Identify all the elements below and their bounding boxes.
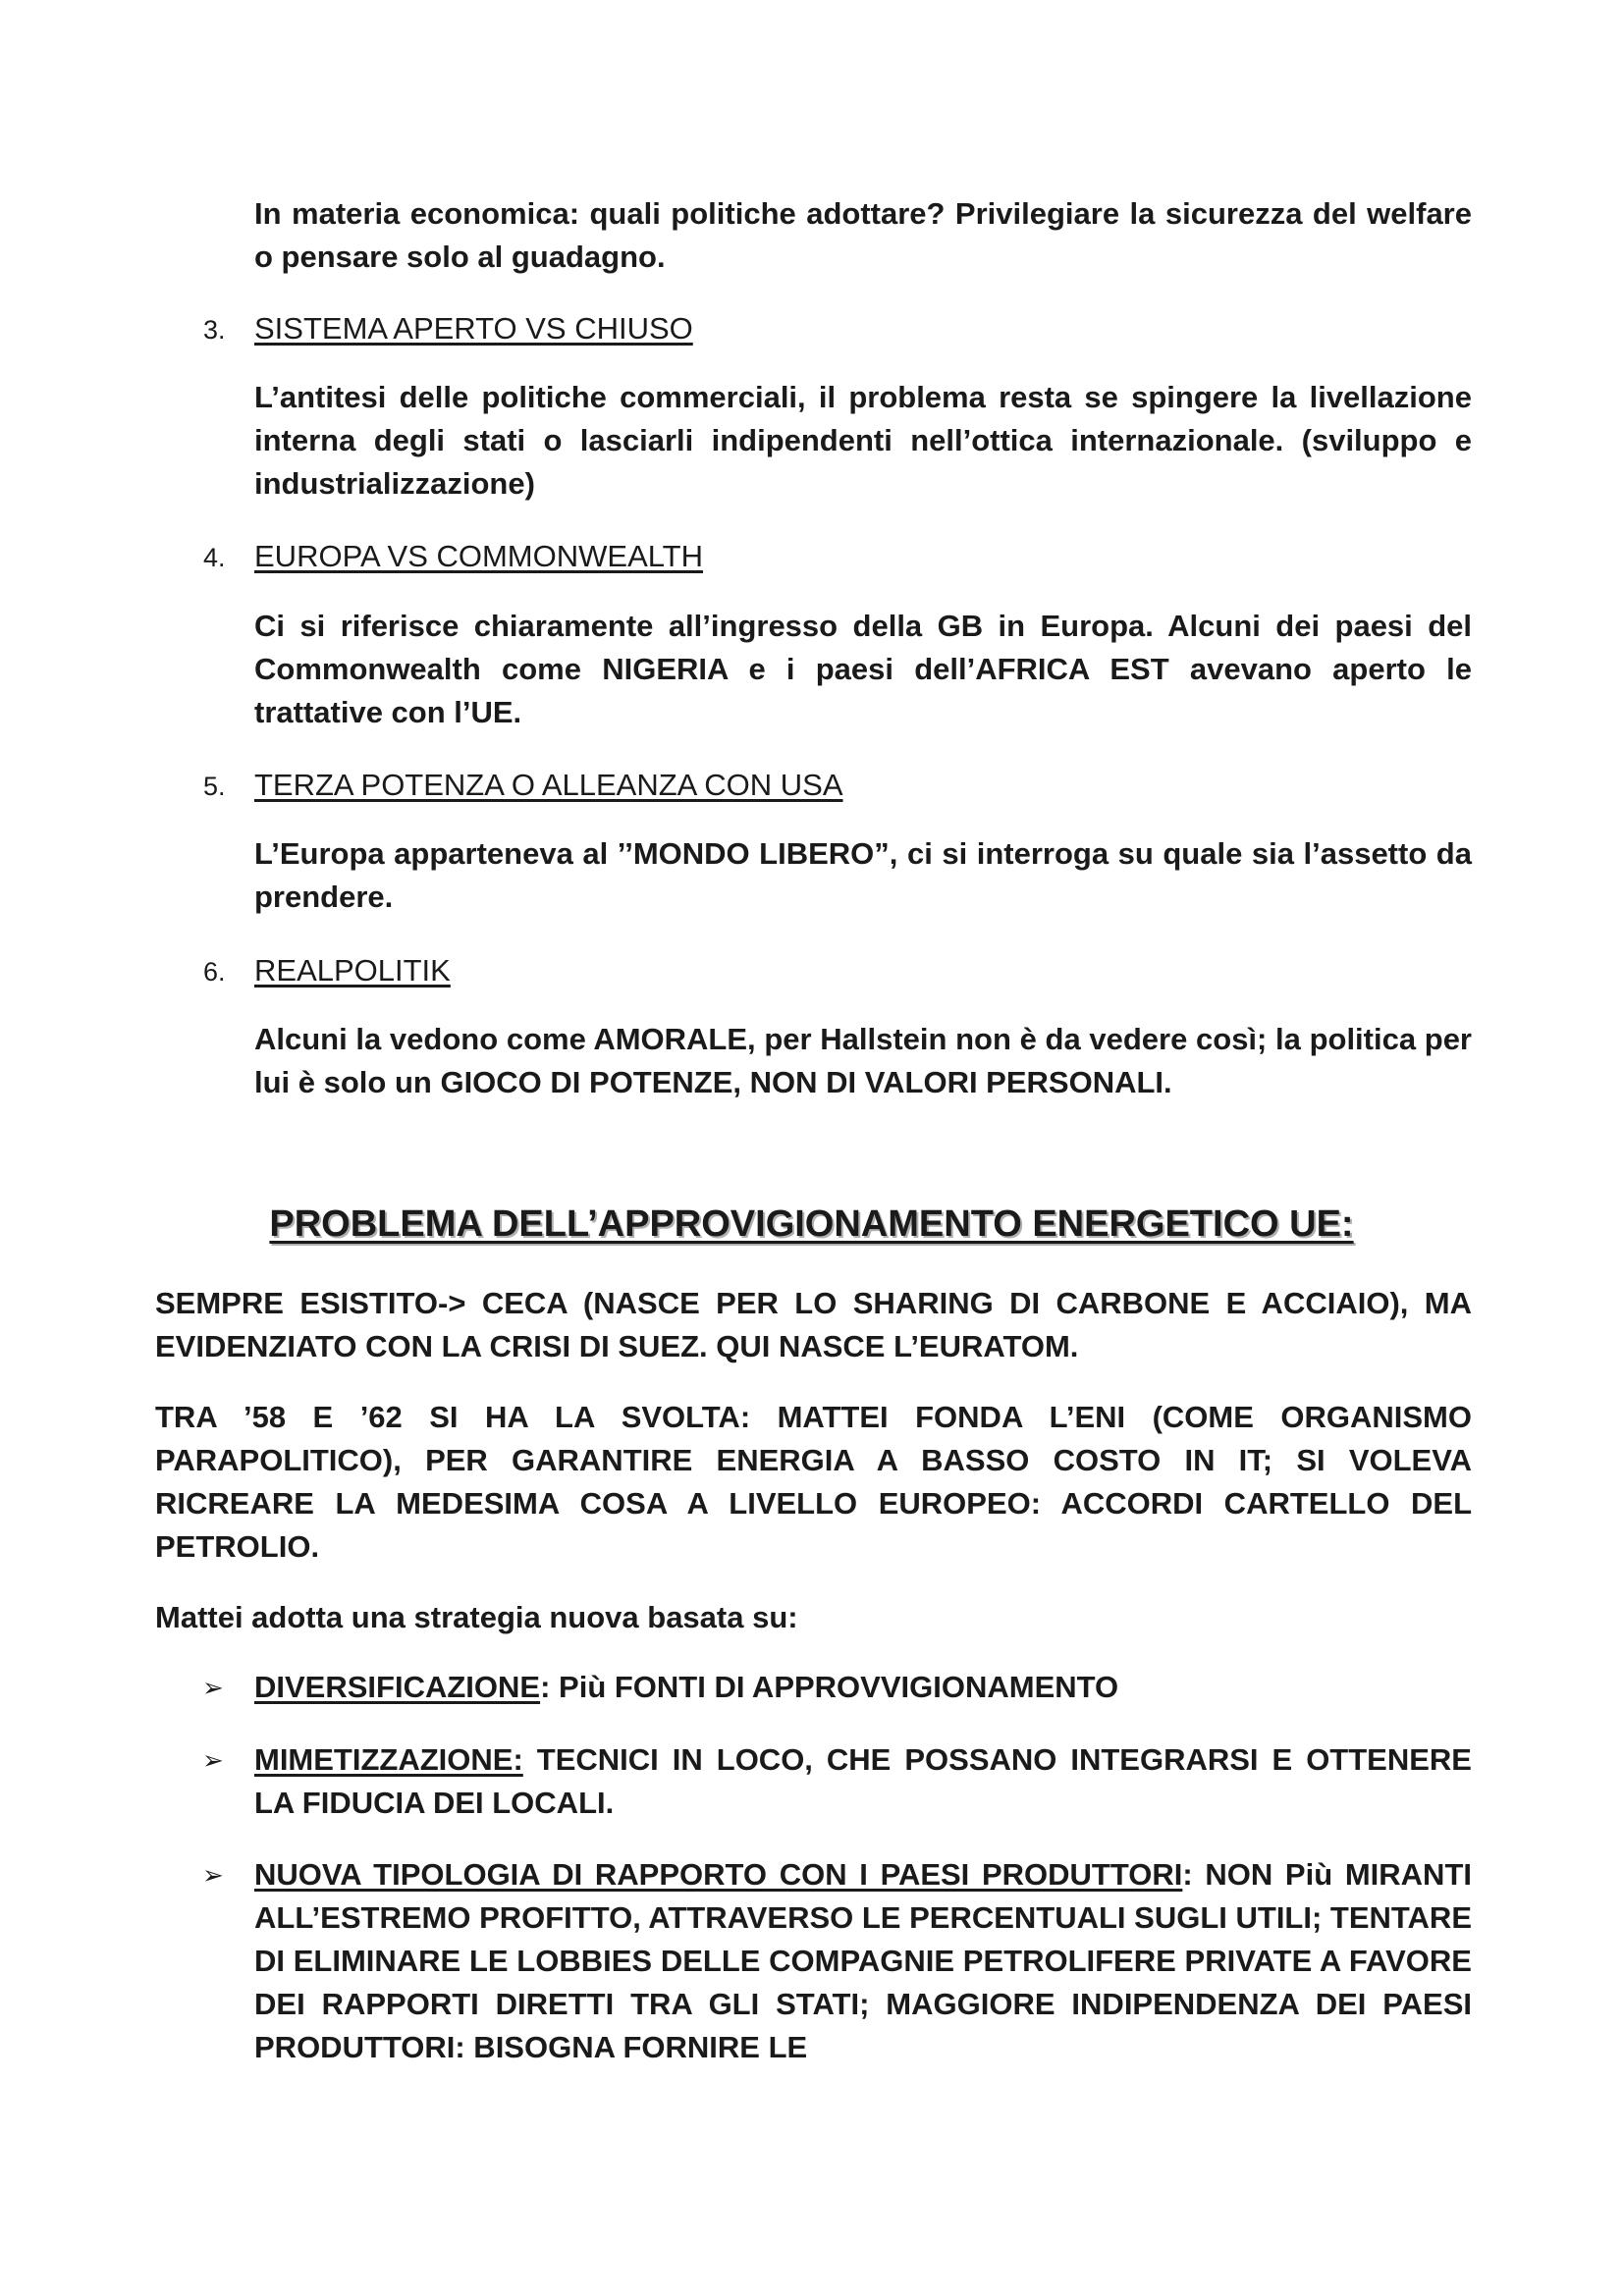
section-paragraph: SEMPRE ESISTITO-> CECA (NASCE PER LO SHARING DI CARBONE E ACCIAIO), MA EVIDENZIATO CON LA CRISI DI SUEZ. QUI NASCE L’EURATOM. <box>155 1286 1472 1363</box>
bullet-item <box>254 1666 1472 1709</box>
item-number: 6. <box>203 957 226 987</box>
bullet-item <box>254 1853 1472 2069</box>
bullet-label: NUOVA TIPOLOGIA DI RAPPORTO CON I PAESI PRODUTTORI <box>254 1857 1183 1892</box>
item-heading: SISTEMA APERTO VS CHIUSO <box>254 311 693 346</box>
item-number: 5. <box>203 772 226 801</box>
bullet-item <box>254 1738 1472 1825</box>
item-number: 4. <box>203 543 226 572</box>
item-heading: TERZA POTENZA O ALLEANZA CON USA <box>254 768 843 802</box>
bullet-text: : Più FONTI DI APPROVVIGIONAMENTO <box>540 1670 1119 1704</box>
bullet-text: TECNICI IN LOCO, CHE POSSANO INTEGRARSI E OTTENERE LA FIDUCIA DEI LOCALI. <box>254 1742 1472 1820</box>
item-number: 3. <box>203 315 226 345</box>
arrow-bullet-icon: ➢ <box>202 1745 224 1775</box>
section-paragraph: TRA ’58 E ’62 SI HA LA SVOLTA: MATTEI FONDA L’ENI (COME ORGANISMO PARAPOLITICO), PER GARANTIRE ENERGIA A BASSO COSTO IN IT; SI VOLEVA RICREARE LA MEDESIMA COSA A LIVELLO EUROPEO: ACCORDI CARTELLO DEL PETROLIO. <box>155 1400 1472 1564</box>
intro-paragraph: In materia economica: quali politiche adottare? Privilegiare la sicurezza del welfare o pensare solo al guadagno. <box>254 196 1472 274</box>
item-heading: REALPOLITIK <box>254 953 451 988</box>
item-body: L’antitesi delle politiche commerciali, il problema resta se spingere la livellazione interna degli stati o lasciarli indipendenti nell’ottica internazionale. (sviluppo e industrializzazione) <box>254 380 1472 501</box>
item-body: L’Europa apparteneva al ’’MONDO LIBERO”, ci si interroga su quale sia l’assetto da prendere. <box>254 836 1472 914</box>
arrow-bullet-icon: ➢ <box>202 1673 224 1702</box>
section-paragraph: Mattei adotta una strategia nuova basata su: <box>155 1600 798 1634</box>
bullet-text: : NON Più MIRANTI ALL’ESTREMO PROFITTO, ATTRAVERSO LE PERCENTUALI SUGLI UTILI; TENTARE DI ELIMINARE LE LOBBIES DELLE COMPAGNIE PETROLIFERE PRIVATE A FAVORE DEI RAPPORTI DIRETTI TRA GLI STATI; MAGGIORE INDIPENDENZA DEI PAESI PRODUTTORI: BISOGNA FORNIRE LE <box>254 1857 1472 2064</box>
item-body: Ci si riferisce chiaramente all’ingresso della GB in Europa. Alcuni dei paesi del Commonwealth come NIGERIA e i paesi dell’AFRICA EST avevano aperto le trattative con l’UE. <box>254 609 1472 729</box>
section-title: PROBLEMA DELL’APPROVIGIONAMENTO ENERGETICO UE: <box>269 1203 1354 1245</box>
item-heading: EUROPA VS COMMONWEALTH <box>254 539 704 573</box>
arrow-bullet-icon: ➢ <box>202 1860 224 1890</box>
item-body: Alcuni la vedono come AMORALE, per Hallstein non è da vedere così; la politica per lui è solo un GIOCO DI POTENZE, NON DI VALORI PERSONALI. <box>254 1022 1472 1099</box>
bullet-label: DIVERSIFICAZIONE <box>254 1670 541 1704</box>
bullet-label: MIMETIZZAZIONE: <box>254 1742 523 1777</box>
